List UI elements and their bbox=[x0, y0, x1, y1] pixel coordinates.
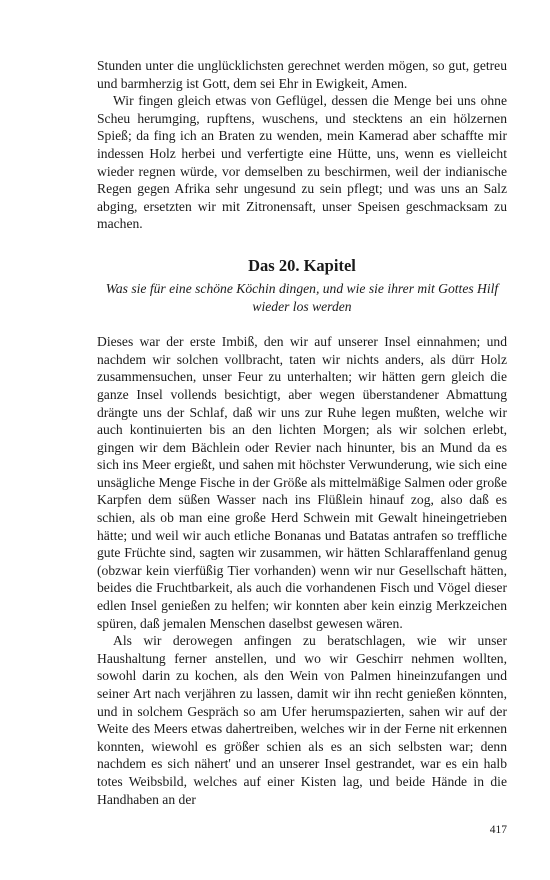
chapter-title: Das 20. Kapitel bbox=[248, 255, 356, 275]
section-gap bbox=[97, 315, 507, 333]
paragraph-continuation: Stunden unter die unglücklichsten gerechnet werden mögen, so gut, getreu und barmherzig ist Gott, dem sei Ehr in Ewigkeit, Amen. bbox=[97, 58, 507, 91]
paragraph-castaway-woman: Als wir derowegen anfingen zu beratschlagen, wie wir unser Haushaltung ferner anstellen, und wo wir Geschirr nehmen wollten, sowohl darin zu kochen, als den Wein von Palmen hineinzufangen und seiner Art nach verjähren zu lassen, damit wir ihn recht genießen könnten, und in solchem Gespräch so am Ufer herumspazierten, sahen wir auf der Weite des Meers etwas dahertreiben, welches wir in der Ferne nit erkennen konnten, wiewohl es größer schien als es an sich selbsten war; denn nachdem es sich nähert' und an unserer Insel gestrandet, war es ein halb totes Weibsbild, welches auf einer Kisten lag, und beide Hände in die Handhaben an der bbox=[97, 633, 507, 807]
page-number: 417 bbox=[489, 824, 507, 836]
paragraph-first-meal: Dieses war der erste Imbiß, den wir auf unserer Insel einnahmen; und nachdem wir solchen vollbracht, taten wir nichts anders, als dürr Holz zusammensuchen, unser Feur zu unterhalten; wir hätten gern gleich die ganze Insel vollends besichtigt, aber wegen überstandener Abmattung drängte uns der Schlaf, daß wir uns zur Ruhe legen mußten, welche wir auch kontinuierten bis an den lichten Morgen; als wir solchen erlebt, gingen wir dem Bächlein oder Revier nach hinunter, bis an Mund da es sich ins Meer ergießt, und sahen mit höchster Verwunderung, wie sich eine unsägliche Menge Fische in der Größe als mittelmäßige Salmen oder große Karpfen dem süßen Wasser nach ins Flüßlein hinauf zog, also daß es schien, als ob man eine große Herd Schwein mit Gewalt hineingetrieben hätte; und weil wir auch etliche Bonanas und Batatas antrafen so treffliche gute Früchte sind, sagten wir zusammen, wir hätten Schlaraffenland genug (obzwar kein vierfüßig Tier vorhanden) wenn wir nur Gesellschaft hätten, beides die Fruchtbarkeit, als auch die vorhandenen Fisch und Vögel dieser edlen Insel genießen zu helfen; wir konnten aber kein einzig Merkzeichen spüren, daß jemalen Menschen daselbst gewesen wären. bbox=[97, 334, 507, 631]
chapter-subtitle: Was sie für eine schöne Köchin dingen, und wie sie ihrer mit Gottes Hilf wieder los werden bbox=[105, 280, 499, 314]
book-page-text bbox=[97, 57, 507, 808]
paragraph-roasting: Wir fingen gleich etwas von Geflügel, dessen die Menge bei uns ohne Scheu herumging, rupftens, wuschens, und stecktens an ein hölzernen Spieß; da fing ich an Braten zu wenden, mein Kamerad aber schaffte mir indessen Holz herbei und verfertigte eine Hütte, uns, wenn es vielleicht wieder regnen würde, vor demselben zu beschirmen, weil der indianische Regen gegen Afrika sehr ungesund zu sein pflegt; und was uns an Salz abging, ersetzten wir mit Zitronensaft, unser Speisen geschmacksam zu machen. bbox=[97, 93, 507, 232]
